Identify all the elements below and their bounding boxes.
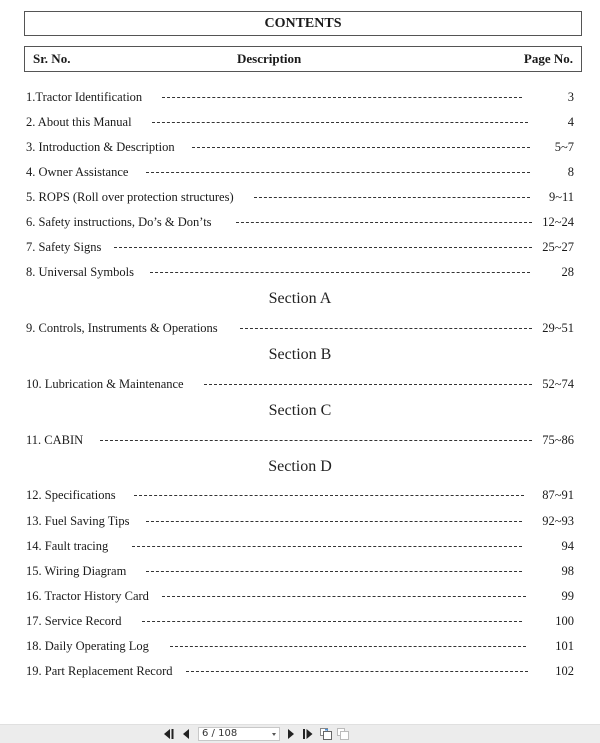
pdf-viewer-toolbar xyxy=(0,724,600,743)
section-heading-d: Section D xyxy=(268,458,332,475)
toc-entry[interactable] xyxy=(26,486,574,504)
toc-entry-page: 101 xyxy=(555,639,574,653)
toc-entry[interactable] xyxy=(26,587,574,605)
toc-entry-page: 29~51 xyxy=(542,321,574,335)
toc-entry-page: 99 xyxy=(561,589,574,603)
toc-entry[interactable] xyxy=(26,431,574,449)
column-header-description: Description xyxy=(237,51,302,66)
toc-entry-page: 28 xyxy=(561,265,574,279)
first-page-icon xyxy=(163,729,175,739)
toc-entry-label: 3. Introduction & Description xyxy=(26,140,175,154)
toc-entry[interactable] xyxy=(26,662,574,680)
toc-entry-page: 8 xyxy=(567,165,574,179)
section-heading-b: Section B xyxy=(268,346,332,363)
toc-entry-page: 9~11 xyxy=(548,190,574,204)
toc-entry-label: 14. Fault tracing xyxy=(26,539,109,553)
toc-entry-page: 52~74 xyxy=(542,377,574,391)
dot-leader xyxy=(192,147,530,148)
first-page-button[interactable] xyxy=(163,728,175,740)
toc-entry-label: 18. Daily Operating Log xyxy=(26,639,149,653)
dot-leader xyxy=(146,571,522,572)
toc-entry[interactable] xyxy=(26,263,574,281)
toc-entry-label: 6. Safety instructions, Do’s & Don’ts xyxy=(26,215,212,229)
toc-entry[interactable] xyxy=(26,188,574,206)
toc-entry-page: 25~27 xyxy=(542,240,574,254)
dot-leader xyxy=(134,495,524,496)
toc-entry-page: 98 xyxy=(561,564,574,578)
toc-entry[interactable] xyxy=(26,163,574,181)
toc-entry-page: 87~91 xyxy=(542,488,574,502)
toc-entry[interactable] xyxy=(26,512,574,530)
dot-leader xyxy=(204,384,532,385)
dot-leader xyxy=(186,671,528,672)
toc-entry-page: 75~86 xyxy=(542,433,574,447)
dot-leader xyxy=(240,328,532,329)
toc-entry-label: 9. Controls, Instruments & Operations xyxy=(26,321,218,335)
dot-leader xyxy=(236,222,532,223)
dot-leader xyxy=(170,646,526,647)
dot-leader xyxy=(142,621,522,622)
toc-entry-label: 2. About this Manual xyxy=(26,115,132,129)
page-indicator: 6 / 108 xyxy=(202,728,238,739)
toc-entry-page: 102 xyxy=(555,664,574,678)
toc-entry-label: 16. Tractor History Card xyxy=(26,589,149,603)
toc-entry[interactable] xyxy=(26,637,574,655)
dot-leader xyxy=(146,172,530,173)
column-header-sr-no: Sr. No. xyxy=(33,51,71,66)
table-header xyxy=(24,46,582,72)
single-page-view-button[interactable] xyxy=(320,728,332,740)
toc-entry-label: 19. Part Replacement Record xyxy=(26,664,173,678)
section-heading-c: Section C xyxy=(268,402,332,419)
double-page-view-icon xyxy=(337,728,349,740)
dot-leader xyxy=(114,247,532,248)
toc-entry-label: 4. Owner Assistance xyxy=(26,165,129,179)
toc-entry-page: 92~93 xyxy=(542,514,574,528)
toc-entry[interactable] xyxy=(26,612,574,630)
page-number-select[interactable] xyxy=(198,727,280,741)
toc-entry-label: 15. Wiring Diagram xyxy=(26,564,127,578)
toc-entry-page: 3 xyxy=(567,90,574,104)
toc-entry-label: 11. CABIN xyxy=(26,433,84,447)
dot-leader xyxy=(146,521,522,522)
dot-leader xyxy=(162,596,526,597)
toc-entry[interactable] xyxy=(26,113,574,131)
toc-entry[interactable] xyxy=(26,88,574,106)
next-page-button[interactable] xyxy=(285,728,297,740)
prev-page-icon xyxy=(182,729,190,739)
toc-entry-label: 5. ROPS (Roll over protection structures) xyxy=(26,190,234,204)
prev-page-button[interactable] xyxy=(180,728,192,740)
toc-entry-page: 100 xyxy=(555,614,574,628)
toc-entry[interactable] xyxy=(26,138,574,156)
dot-leader xyxy=(162,97,522,98)
toc-entry-label: 10. Lubrication & Maintenance xyxy=(26,377,184,391)
dot-leader xyxy=(150,272,530,273)
contents-title: CONTENTS xyxy=(264,15,342,31)
dot-leader xyxy=(254,197,530,198)
toc-entry-page: 4 xyxy=(567,115,574,129)
toc-entry-label: 8. Universal Symbols xyxy=(26,265,134,279)
toc-entry[interactable] xyxy=(26,213,574,231)
last-page-icon xyxy=(302,729,314,739)
dot-leader xyxy=(152,122,528,123)
toc-entry-page: 94 xyxy=(561,539,574,553)
contents-title-box xyxy=(24,11,582,36)
toc-entry[interactable] xyxy=(26,537,574,555)
single-page-view-icon xyxy=(320,728,332,740)
toc-entry-label: 1.Tractor Identification xyxy=(26,90,143,104)
toc-entry-label: 13. Fuel Saving Tips xyxy=(26,514,130,528)
double-page-view-button[interactable] xyxy=(337,728,349,740)
dot-leader xyxy=(100,440,532,441)
next-page-icon xyxy=(287,729,295,739)
column-header-page-no: Page No. xyxy=(523,51,573,66)
toc-entry[interactable] xyxy=(26,375,574,393)
toc-entry[interactable] xyxy=(26,562,574,580)
section-heading-a: Section A xyxy=(268,290,332,307)
toc-entry-label: 12. Specifications xyxy=(26,488,116,502)
toc-entry[interactable] xyxy=(26,238,574,256)
toc-entry-page: 12~24 xyxy=(542,215,574,229)
toc-entry-label: 7. Safety Signs xyxy=(26,240,102,254)
toc-entry-label: 17. Service Record xyxy=(26,614,122,628)
toc-entry[interactable] xyxy=(26,319,574,337)
dot-leader xyxy=(132,546,522,547)
last-page-button[interactable] xyxy=(302,728,314,740)
toc-entry-page: 5~7 xyxy=(554,140,574,154)
chevron-down-icon xyxy=(272,733,276,736)
